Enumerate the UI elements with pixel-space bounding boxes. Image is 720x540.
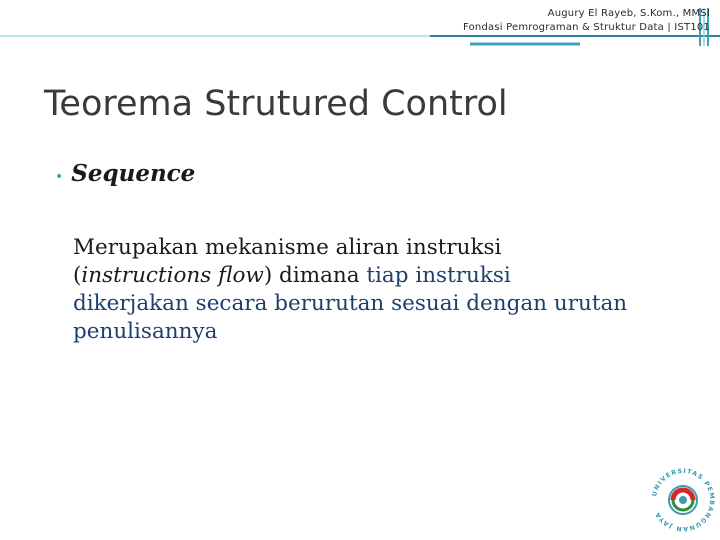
body-paragraph	[73, 234, 633, 346]
body-text-part3: ) dimana	[263, 263, 367, 288]
header-author: Augury El Rayeb, S.Kom., MMSI	[547, 8, 710, 19]
university-logo	[648, 462, 718, 538]
header-course: Fondasi Pemrograman & Struktur Data | IST101	[463, 22, 710, 33]
svg-text:UNIVERSITAS PEMBANGUNAN JAYA: UNIVERSITAS PEMBANGUNAN JAYA	[651, 467, 716, 533]
body-text-italic: instructions flow	[81, 263, 264, 288]
bullet-item	[55, 160, 195, 187]
body-text-highlight: tiap instruksi dikerjakan secara berurutan sesuai dengan urutan penulisannya	[73, 263, 628, 344]
body-text-part1: Merupakan mekanisme aliran instruksi (	[73, 235, 502, 288]
bullet-icon: •	[55, 169, 64, 185]
slide-title: Teorema Strutured Control	[44, 84, 508, 124]
bullet-term: Sequence	[71, 160, 196, 187]
